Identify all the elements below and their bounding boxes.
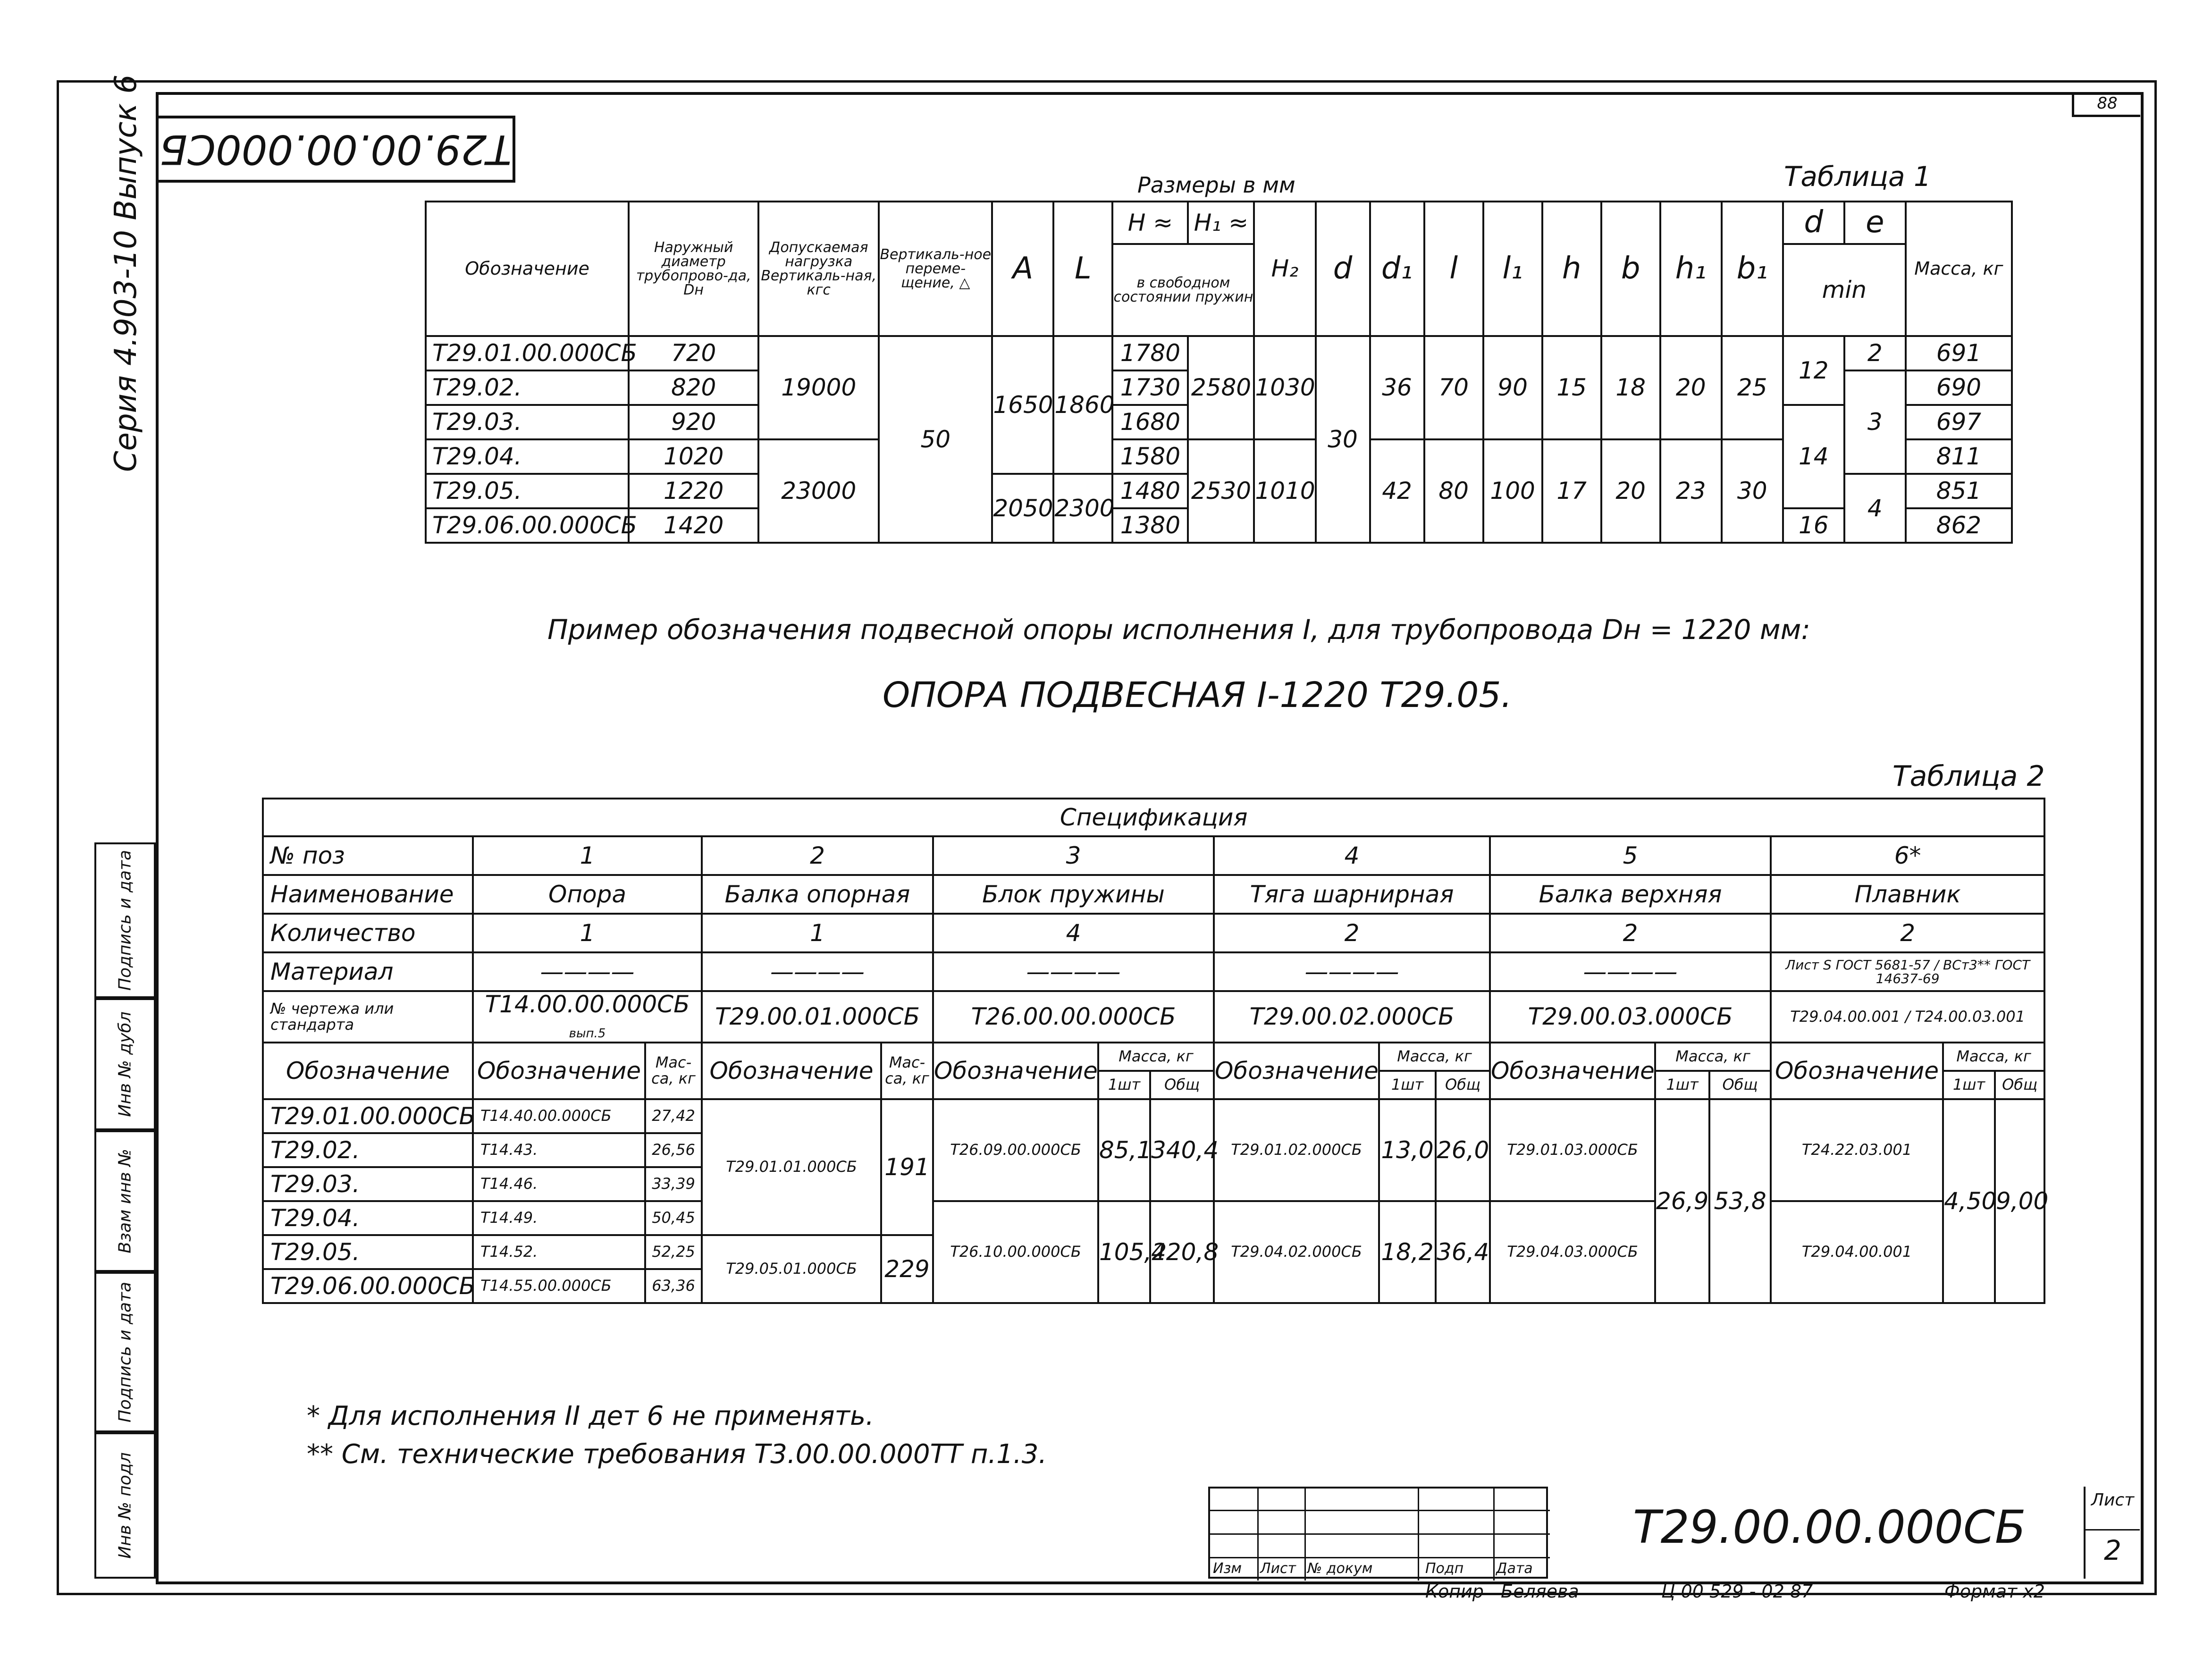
copier-name: Беляева [1501,1581,1579,1602]
spec-h-mass-6: Масса, кг [1943,1043,2044,1071]
spec-h-mass-4: Масса, кг [1379,1043,1490,1071]
example-designation: ОПОРА ПОДВЕСНАЯ I-1220 T29.05. [883,675,1512,715]
spec-m6-total: 9,00 [1995,1099,2044,1303]
th-H1: H₁ ≈ [1188,202,1254,244]
cell-b: 20 [1601,439,1660,543]
spec-m1: 50,45 [645,1201,702,1235]
cell-dd: 12 [1783,336,1844,405]
cell-l: 70 [1424,336,1483,439]
sidebar-cell-label: Инв № подл [115,1452,135,1559]
tb-label-list: Лист [1260,1560,1296,1577]
drawing-code: T29.00.00.000СБ [1633,1501,2026,1554]
dims-note: Размеры в мм [1137,172,1295,198]
spec-pos-3: 3 [933,836,1214,875]
spec-material-2: ———— [702,952,933,991]
note-1: * Для исполнения II дет 6 не применять. [307,1401,874,1431]
sidebar-cell-label: Инв № дубл [115,1011,135,1117]
th-L: L [1053,202,1112,336]
spec-drawing-4: T29.00.02.000СБ [1214,991,1490,1043]
note-2: ** См. технические требования T3.00.00.000TT п.1.3. [307,1439,1047,1470]
cell-l1: 90 [1483,336,1542,439]
cell-dn: 1220 [629,474,758,508]
cell-dn: 720 [629,336,758,370]
sheet-label: Лист [2091,1490,2135,1510]
grid-line [1210,1533,1550,1535]
spec-material-1: ———— [473,952,702,991]
spec-m1: 27,42 [645,1099,702,1133]
cell-H: 1480 [1112,474,1188,508]
left-sidebar [94,842,156,1579]
sheet-box [2084,1487,2140,1579]
cell-mass: 811 [1906,439,2012,474]
spec-name-1: Опора [473,875,702,914]
tb-label-izm: Изм [1213,1560,1242,1577]
spec-m1: 52,25 [645,1235,702,1269]
spec-m5-total: 53,8 [1709,1099,1771,1303]
spec-m2: 229 [881,1235,933,1303]
dimensions-table [425,201,2013,544]
spec-name-3: Блок пружины [933,875,1214,914]
spec-drawing-3: T26.00.00.000СБ [933,991,1214,1043]
spec-name-2: Балка опорная [702,875,933,914]
spec-material-3: ———— [933,952,1214,991]
sidebar-cell [94,1272,156,1432]
spec-pos-5: 5 [1490,836,1771,875]
th-e: e [1844,202,1906,244]
title-block [1208,1487,2138,1579]
cell-mass: 697 [1906,405,2012,439]
grid-line [1304,1489,1306,1581]
series-label: Серия 4.903-10 Выпуск 6 [109,74,143,472]
spec-c3: T26.10.00.000СБ [933,1201,1098,1303]
sheet-number: 2 [2086,1529,2140,1566]
specification-table [262,798,2049,1304]
sidebar-cell [94,842,156,998]
spec-h-des-1: Обозначение [473,1043,645,1099]
th-H: H ≈ [1112,202,1188,244]
table-row-designation: T29.01.00.000СБ [426,336,629,370]
cell-e: 3 [1844,370,1906,474]
spec-label-material: Материал [263,952,473,991]
cell-A: 2050 [992,474,1053,543]
spec-qty-2: 1 [702,914,933,952]
tb-label-date: Дата [1496,1560,1533,1577]
th-outer-diameter: Наружный диаметр трубопрово-да, Dн [629,202,758,336]
th-b1: b₁ [1722,202,1783,336]
sidebar-cell [94,998,156,1130]
spec-c6: T29.04.00.001 [1771,1201,1943,1303]
cell-H: 1780 [1112,336,1188,370]
sidebar-cell-label: Подпись и дата [115,850,135,991]
spec-m4-one: 18,2 [1379,1201,1436,1303]
spec-qty-6: 2 [1771,914,2044,952]
sidebar-cell-label: Подпись и дата [115,1281,135,1423]
cell-dd: 14 [1783,405,1844,508]
th-free-state: в свободном состоянии пружин [1112,244,1254,336]
cell-L: 1860 [1053,336,1112,474]
spec-material-4: ———— [1214,952,1490,991]
grid-line [1418,1489,1419,1581]
table-row: T29.03. [263,1167,473,1201]
cell-l1: 100 [1483,439,1542,543]
spec-m6-one: 4,50 [1943,1099,1995,1303]
th-d: d [1316,202,1370,336]
spec-c1: T14.43. [473,1133,645,1167]
cell-e: 2 [1844,336,1906,370]
spec-m2: 191 [881,1099,933,1235]
table-row: T29.02. [263,1133,473,1167]
tb-label-sign: Подп [1425,1560,1464,1577]
cell-H2: 1030 [1254,336,1315,439]
spec-c1: T14.46. [473,1167,645,1201]
spec-h-total-6: Общ [1995,1071,2044,1099]
spec-m3-total: 420,8 [1150,1201,1214,1303]
cell-mass: 862 [1906,508,2012,543]
spec-name-6: Плавник [1771,875,2044,914]
spec-label-pos: № поз [263,836,473,875]
cell-A: 1650 [992,336,1053,474]
cell-mass: 851 [1906,474,2012,508]
th-l: l [1424,202,1483,336]
spec-pos-2: 2 [702,836,933,875]
spec-h-des-5: Обозначение [1490,1043,1655,1099]
th-designation: Обозначение [426,202,629,336]
cell-b1: 30 [1722,439,1783,543]
spec-h-mass-2: Мас-са, кг [881,1043,933,1099]
spec-c2: T29.01.01.000СБ [702,1099,881,1235]
spec-c4: T29.01.02.000СБ [1214,1099,1379,1201]
format-label: Формат х2 [1944,1581,2045,1602]
spec-drawing-1-issue: вып.5 [569,1026,606,1041]
table-row: T29.05. [263,1235,473,1269]
spec-c5: T29.04.03.000СБ [1490,1201,1655,1303]
cell-H1: 2580 [1188,336,1254,439]
spec-m3-one: 85,1 [1098,1099,1150,1201]
cell-H: 1380 [1112,508,1188,543]
spec-h-mass-3: Масса, кг [1098,1043,1214,1071]
cell-dn: 920 [629,405,758,439]
spec-m1: 33,39 [645,1167,702,1201]
grid-line [1257,1489,1259,1581]
th-h: h [1542,202,1601,336]
th-d1: d₁ [1370,202,1424,336]
spec-h-one-6: 1шт [1943,1071,1995,1099]
spec-label-drawing: № чертежа или стандарта [263,991,473,1043]
spec-c5: T29.01.03.000СБ [1490,1099,1655,1201]
spec-m4-total: 26,0 [1436,1099,1490,1201]
spec-h-des-2: Обозначение [702,1043,881,1099]
cell-H: 1730 [1112,370,1188,405]
spec-m1: 26,56 [645,1133,702,1167]
cell-e: 4 [1844,474,1906,543]
cell-h: 15 [1542,336,1601,439]
spec-c1: T14.52. [473,1235,645,1269]
grid-line [1493,1489,1495,1581]
spec-h-one-3: 1шт [1098,1071,1150,1099]
cell-b1: 25 [1722,336,1783,439]
sidebar-cell [94,1130,156,1272]
spec-material-6: Лист S ГОСТ 5681-57 / ВСт3** ГОСТ 14637-69 [1771,952,2044,991]
sidebar-cell [94,1432,156,1579]
spec-h-des-3: Обозначение [933,1043,1098,1099]
table-row-designation: T29.06.00.000СБ [426,508,629,543]
table-row-designation: T29.02. [426,370,629,405]
spec-m5-one: 26,9 [1655,1099,1709,1303]
cell-load: 19000 [758,336,879,439]
spec-m4-one: 13,0 [1379,1099,1436,1201]
cell-mass: 690 [1906,370,2012,405]
sheet-corner-number: 88 [2072,92,2140,117]
cell-h1: 23 [1660,439,1722,543]
spec-m3-one: 105,2 [1098,1201,1150,1303]
spec-label-name: Наименование [263,875,473,914]
spec-h-total-4: Общ [1436,1071,1490,1099]
spec-c1: T14.55.00.000СБ [473,1269,645,1303]
notes [307,1397,1047,1473]
spec-h-mass-1: Мас-са, кг [645,1043,702,1099]
spec-h-one-4: 1шт [1379,1071,1436,1099]
tb-label-doc: № докум [1307,1560,1373,1577]
spec-title: Спецификация [263,799,2044,836]
spec-pos-6: 6* [1771,836,2044,875]
th-A: A [992,202,1053,336]
spec-drawing-1-code: T14.00.00.000СБ [485,991,690,1018]
spec-drawing-2: T29.00.01.000СБ [702,991,933,1043]
spec-qty-1: 1 [473,914,702,952]
cell-L: 2300 [1053,474,1112,543]
cell-d1: 36 [1370,336,1424,439]
spec-qty-5: 2 [1490,914,1771,952]
spec-drawing-1 [473,991,702,1043]
spec-label-qty: Количество [263,914,473,952]
cell-disp: 50 [879,336,992,543]
spec-pos-4: 4 [1214,836,1490,875]
spec-c4: T29.04.02.000СБ [1214,1201,1379,1303]
spec-m3-total: 340,4 [1150,1099,1214,1201]
spec-m1: 63,36 [645,1269,702,1303]
th-load: Допускаемая нагрузка Вертикаль-ная, кгс [758,202,879,336]
spec-c3: T26.09.00.000СБ [933,1099,1098,1201]
spec-name-5: Балка верхняя [1490,875,1771,914]
spec-drawing-5: T29.00.03.000СБ [1490,991,1771,1043]
cell-mass: 691 [1906,336,2012,370]
table2-caption: Таблица 2 [1892,760,2045,793]
spec-name-4: Тяга шарнирная [1214,875,1490,914]
cell-h: 17 [1542,439,1601,543]
top-stamp [156,116,515,183]
spec-h-designation: Обозначение [263,1043,473,1099]
spec-drawing-6: T29.04.00.001 / T24.00.03.001 [1771,991,2044,1043]
spec-c6: T24.22.03.001 [1771,1099,1943,1201]
spec-h-one-5: 1шт [1655,1071,1709,1099]
th-displacement: Вертикаль-ное переме-щение, △ [879,202,992,336]
cell-H: 1680 [1112,405,1188,439]
cell-dd: 16 [1783,508,1844,543]
cell-load: 23000 [758,439,879,543]
th-h1: h₁ [1660,202,1722,336]
cell-H2: 1010 [1254,439,1315,543]
sidebar-cell-label: Взам инв № [115,1149,135,1253]
th-b: b [1601,202,1660,336]
th-dd: d [1783,202,1844,244]
cell-b: 18 [1601,336,1660,439]
revision-grid [1208,1487,1548,1579]
spec-m4-total: 36,4 [1436,1201,1490,1303]
table-row: T29.06.00.000СБ [263,1269,473,1303]
table1-caption: Таблица 1 [1784,160,1931,193]
example-text: Пример обозначения подвесной опоры исполнения I, для трубопровода Dн = 1220 мм: [547,614,1810,646]
spec-qty-3: 4 [933,914,1214,952]
th-l1: l₁ [1483,202,1542,336]
table-row-designation: T29.05. [426,474,629,508]
spec-h-des-6: Обозначение [1771,1043,1943,1099]
top-stamp-code: T29.00.00.000СБ [159,126,512,173]
spec-h-total-3: Общ [1150,1071,1214,1099]
cell-H: 1580 [1112,439,1188,474]
cell-h1: 20 [1660,336,1722,439]
cell-d: 30 [1316,336,1370,543]
copied-label: Копир [1425,1581,1484,1602]
table-row-designation: T29.04. [426,439,629,474]
grid-line [1210,1510,1550,1511]
spec-h-des-4: Обозначение [1214,1043,1379,1099]
table-row-designation: T29.03. [426,405,629,439]
grid-line [1210,1557,1550,1558]
cell-dn: 1420 [629,508,758,543]
spec-h-mass-5: Масса, кг [1655,1043,1771,1071]
th-mass: Масса, кг [1906,202,2012,336]
spec-pos-1: 1 [473,836,702,875]
spec-c1: T14.40.00.000СБ [473,1099,645,1133]
spec-c1: T14.49. [473,1201,645,1235]
spec-h-total-5: Общ [1709,1071,1771,1099]
cell-dn: 820 [629,370,758,405]
spec-qty-4: 2 [1214,914,1490,952]
order-number: Ц 00 529 - 02 87 [1661,1581,1813,1602]
table-row: T29.04. [263,1201,473,1235]
table-row: T29.01.00.000СБ [263,1099,473,1133]
spec-c2: T29.05.01.000СБ [702,1235,881,1303]
th-H2: H₂ [1254,202,1315,336]
cell-dn: 1020 [629,439,758,474]
spec-material-5: ———— [1490,952,1771,991]
bottom-strip [1208,1581,2138,1602]
th-min: min [1783,244,1906,336]
cell-d1: 42 [1370,439,1424,543]
cell-H1: 2530 [1188,439,1254,543]
cell-l: 80 [1424,439,1483,543]
